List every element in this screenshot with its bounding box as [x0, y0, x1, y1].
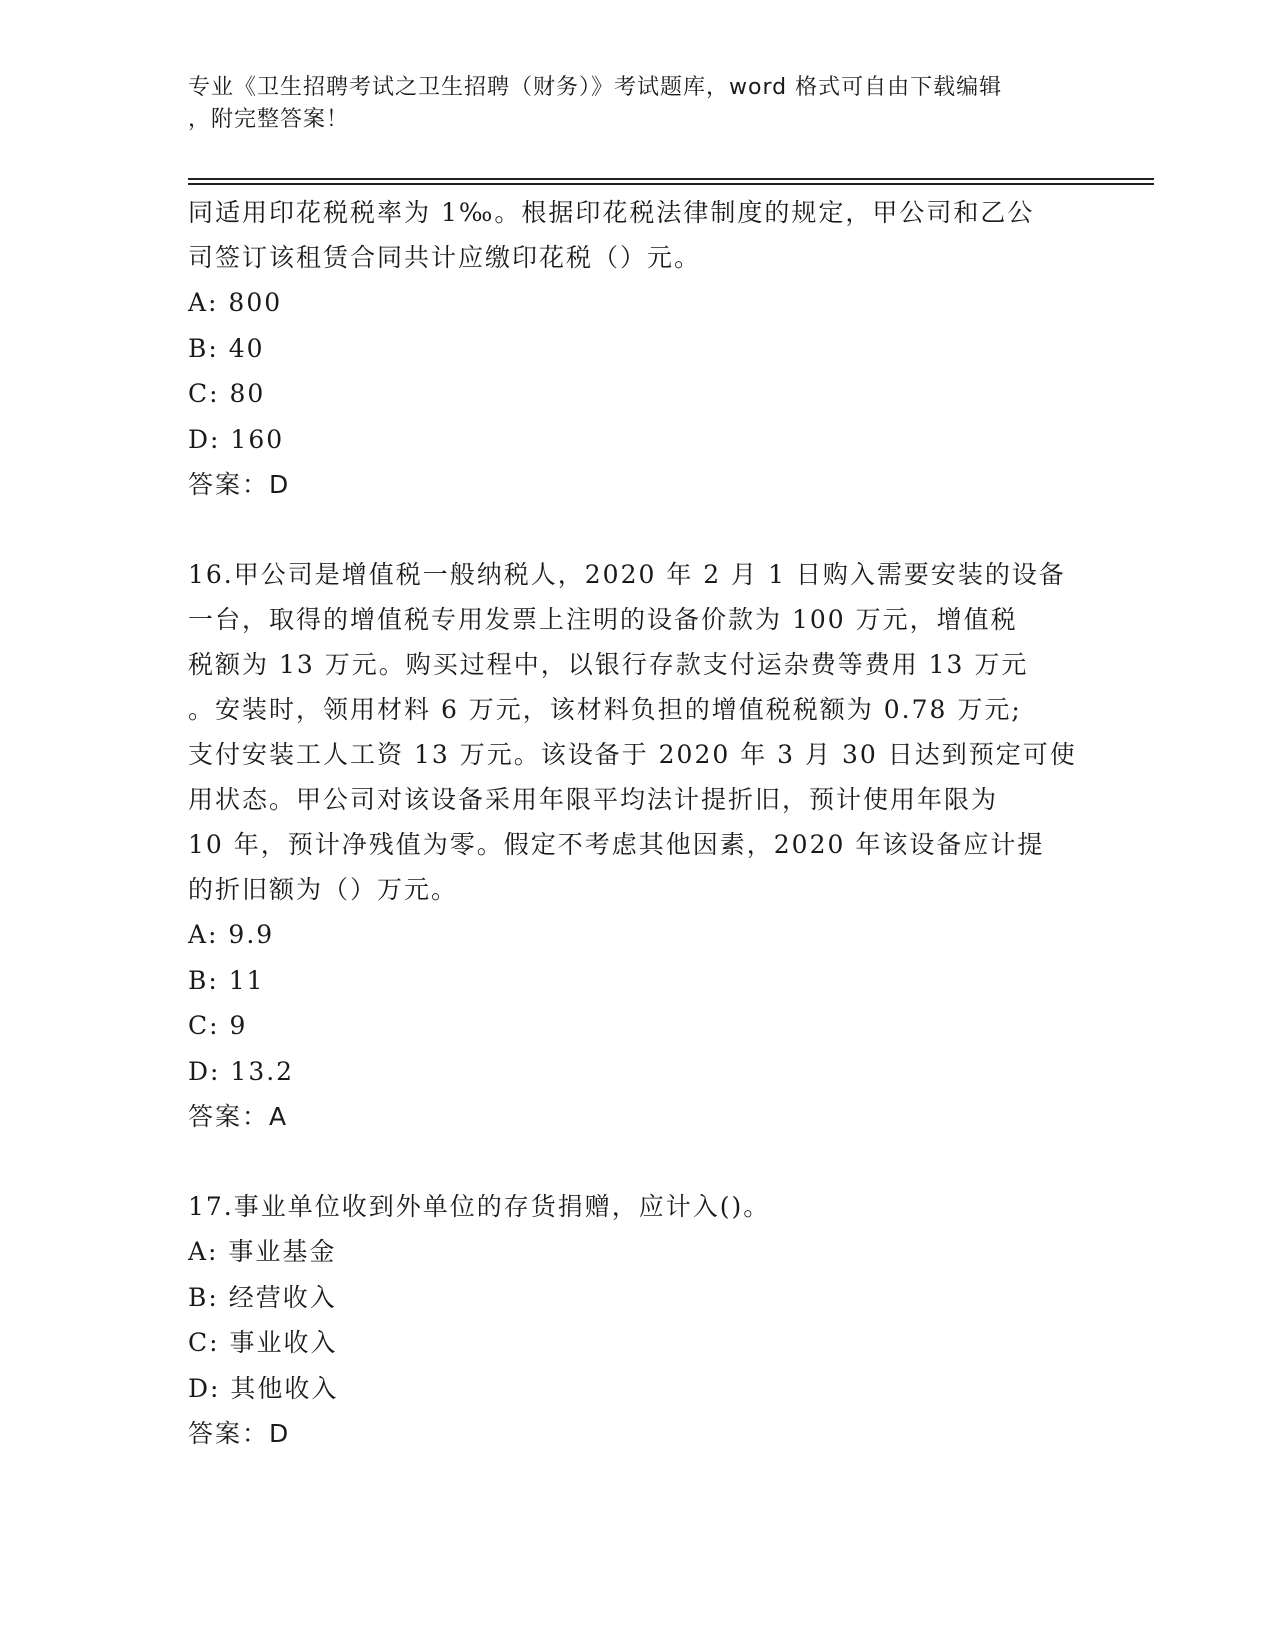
question-text-line: 税额为 13 万元。购买过程中，以银行存款支付运杂费等费用 13 万元 [188, 650, 1029, 679]
option-a: A: 800 [188, 288, 283, 317]
question-16 [188, 552, 1088, 1139]
question-text-line: 17.事业单位收到外单位的存货捐赠，应计入()。 [188, 1192, 771, 1221]
option-c: C: 事业收入 [188, 1328, 338, 1357]
question-text-line: 一台，取得的增值税专用发票上注明的设备价款为 100 万元，增值税 [188, 605, 1018, 634]
document-header [188, 72, 1088, 136]
spacer [188, 1139, 1088, 1184]
header-line-2: ，附完整答案！ [188, 107, 350, 132]
option-b: B: 11 [188, 965, 265, 995]
question-text-line: 。安装时，领用材料 6 万元，该材料负担的增值税税额为 0.78 万元; [188, 695, 1022, 724]
answer: 答案：D [188, 1419, 291, 1448]
question-text-line: 司签订该租赁合同共计应缴印花税（）元。 [188, 243, 702, 272]
answer: 答案：D [188, 470, 291, 499]
question-text-line: 用状态。甲公司对该设备采用年限平均法计提折旧，预计使用年限为 [188, 785, 999, 814]
option-b: B: 40 [188, 333, 265, 363]
header-divider-top [188, 178, 1154, 180]
option-a: A: 9.9 [188, 920, 275, 949]
document-body [188, 190, 1088, 1456]
option-c: C: 80 [188, 379, 266, 408]
header-line-1: 专业《卫生招聘考试之卫生招聘（财务）》考试题库，word 格式可自由下载编辑 [188, 75, 1003, 100]
spacer [188, 507, 1088, 552]
question-text-line: 10 年，预计净残值为零。假定不考虑其他因素，2020 年该设备应计提 [188, 830, 1045, 859]
header-divider-bottom [188, 183, 1154, 185]
option-c: C: 9 [188, 1011, 248, 1040]
option-b: B: 经营收入 [188, 1282, 337, 1312]
question-15 [188, 190, 1088, 507]
option-d: D: 13.2 [188, 1056, 295, 1086]
question-17 [188, 1184, 1088, 1456]
question-text-line: 同适用印花税税率为 1‰。根据印花税法律制度的规定，甲公司和乙公 [188, 198, 1035, 227]
question-text-line: 支付安装工人工资 13 万元。该设备于 2020 年 3 月 30 日达到预定可使 [188, 740, 1077, 769]
option-d: D: 其他收入 [188, 1373, 339, 1403]
option-d: D: 160 [188, 424, 285, 454]
answer: 答案：A [188, 1102, 289, 1131]
option-a: A: 事业基金 [188, 1237, 337, 1266]
question-text-line: 的折旧额为（）万元。 [188, 875, 459, 904]
question-text-line: 16.甲公司是增值税一般纳税人，2020 年 2 月 1 日购入需要安装的设备 [188, 560, 1066, 589]
